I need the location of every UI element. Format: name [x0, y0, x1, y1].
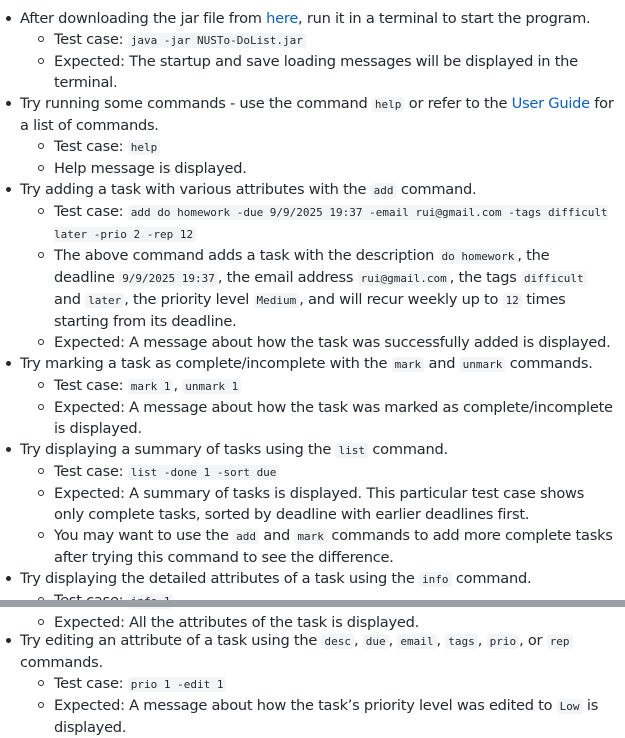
list-item: You may want to use the add and mark commands to add more complete tasks after trying this command to see the difference.: [20, 525, 621, 568]
jar-download-link[interactable]: here: [266, 10, 299, 27]
inline-code: list: [335, 443, 368, 458]
list-item: Expected: All the attributes of the task is displayed.: [20, 612, 621, 633]
section-divider: [0, 600, 625, 607]
list-item: Try editing an attribute of a task using the desc , due , email , tags , prio , or rep commands. Test case: prio 1 -edit 1 Expected: A message about how the task’s priority level was edited to Low is displayed.: [0, 630, 625, 738]
inline-code: 9/9/2025 19:37: [119, 271, 218, 286]
inline-code: mark 1: [128, 379, 174, 394]
inline-code: mark: [392, 357, 425, 372]
user-guide-link[interactable]: User Guide: [511, 95, 590, 112]
list-item: Expected: A summary of tasks is displayed. This particular test case shows only complete tasks, sorted by deadline with earlier deadlines first.: [20, 483, 621, 525]
list-item: Test case: prio 1 -edit 1: [20, 673, 621, 695]
list-item: Try displaying a summary of tasks using the list command. Test case: list -done 1 -sort due Expected: A summary of tasks is displayed. This particular test case shows only complete tasks, sorted by deadline with earlier deadlines first. You may want to use the add and mark commands to add more complete tasks after trying this command to see the difference.: [0, 439, 625, 568]
manual-testing-list: [0, 8, 625, 633]
inline-code: help: [128, 140, 161, 155]
list-item: Try adding a task with various attributes with the add command. Test case: add do homework -due 9/9/2025 19:37 -email rui@gmail.com -tags difficult later -prio 2 -rep 12 The above command adds a task with the description do homework , the deadline 9/9/2025 19:37 , the email address rui@gmail.com , the tags difficult and later , the priority level Medium , and will recur weekly up to 12 times starting from its deadline. Expected: A message about how the task was successfully added is displayed.: [0, 179, 625, 353]
inline-code: Medium: [254, 293, 300, 308]
list-item: Try displaying the detailed attributes of a task using the info command. Expected: All the attributes of the task is displayed.: [0, 568, 625, 633]
inline-code: unmark: [460, 357, 506, 372]
inline-code: 12: [503, 293, 522, 308]
list-item: Try marking a task as complete/incomplete with the mark and unmark commands. Test case: mark 1 , unmark 1 Expected: A message about how the task was marked as complete/incomplete is displayed.: [0, 353, 625, 439]
list-item: Test case: list -done 1 -sort due: [20, 461, 621, 483]
inline-code: Low: [557, 699, 583, 714]
manual-testing-list-continued: [0, 630, 625, 738]
inline-code: prio: [487, 634, 520, 649]
list-item: The above command adds a task with the description do homework , the deadline 9/9/2025 19:37 , the email address rui@gmail.com , the tags difficult and later , the priority level Medium , and will recur weekly up to 12 times starting from its deadline.: [20, 245, 621, 332]
inline-code: desc: [321, 634, 354, 649]
inline-code: info: [419, 572, 452, 587]
inline-code: add: [371, 183, 397, 198]
inline-code: tags: [445, 634, 478, 649]
list-item: Expected: A message about how the task was successfully added is displayed.: [20, 332, 621, 353]
inline-code: email: [397, 634, 436, 649]
list-item: Help message is displayed.: [20, 158, 621, 179]
list-item: Test case: java -jar NUSTo-DoList.jar: [20, 29, 621, 51]
inline-code: due: [363, 634, 389, 649]
list-item: Test case: mark 1 , unmark 1: [20, 375, 621, 397]
inline-code: mark: [294, 529, 327, 544]
inline-code: do homework: [439, 249, 518, 264]
inline-code: add: [233, 529, 259, 544]
list-item: Test case: add do homework -due 9/9/2025 19:37 -email rui@gmail.com -tags difficult later -prio 2 -rep 12: [20, 201, 621, 245]
inline-code: unmark 1: [182, 379, 241, 394]
inline-code: prio 1 -edit 1: [128, 677, 227, 692]
list-item: After downloading the jar file from here, run it in a terminal to start the program. Test case: java -jar NUSTo-DoList.jar Expected: The startup and save loading messages will be displayed in the terminal.: [0, 8, 625, 93]
inline-code: java -jar NUSTo-DoList.jar: [128, 33, 306, 48]
list-item: Expected: A message about how the task’s priority level was edited to Low is displayed.: [20, 695, 621, 738]
inline-code: help: [372, 97, 405, 112]
list-item: Expected: The startup and save loading messages will be displayed in the terminal.: [20, 51, 621, 93]
inline-code: rui@gmail.com: [358, 271, 450, 286]
inline-code: rep: [547, 634, 573, 649]
inline-code: difficult: [521, 271, 587, 286]
list-item: Try running some commands - use the command help or refer to the User Guide for a list of commands. Test case: help Help message is displayed.: [0, 93, 625, 179]
list-item: Test case: help: [20, 136, 621, 158]
inline-code: add do homework -due 9/9/2025 19:37 -email rui@gmail.com -tags difficult later -prio 2 -rep 12: [54, 206, 608, 241]
list-item: Expected: A message about how the task was marked as complete/incomplete is displayed.: [20, 397, 621, 439]
inline-code: later: [85, 293, 124, 308]
inline-code: list -done 1 -sort due: [128, 465, 280, 480]
